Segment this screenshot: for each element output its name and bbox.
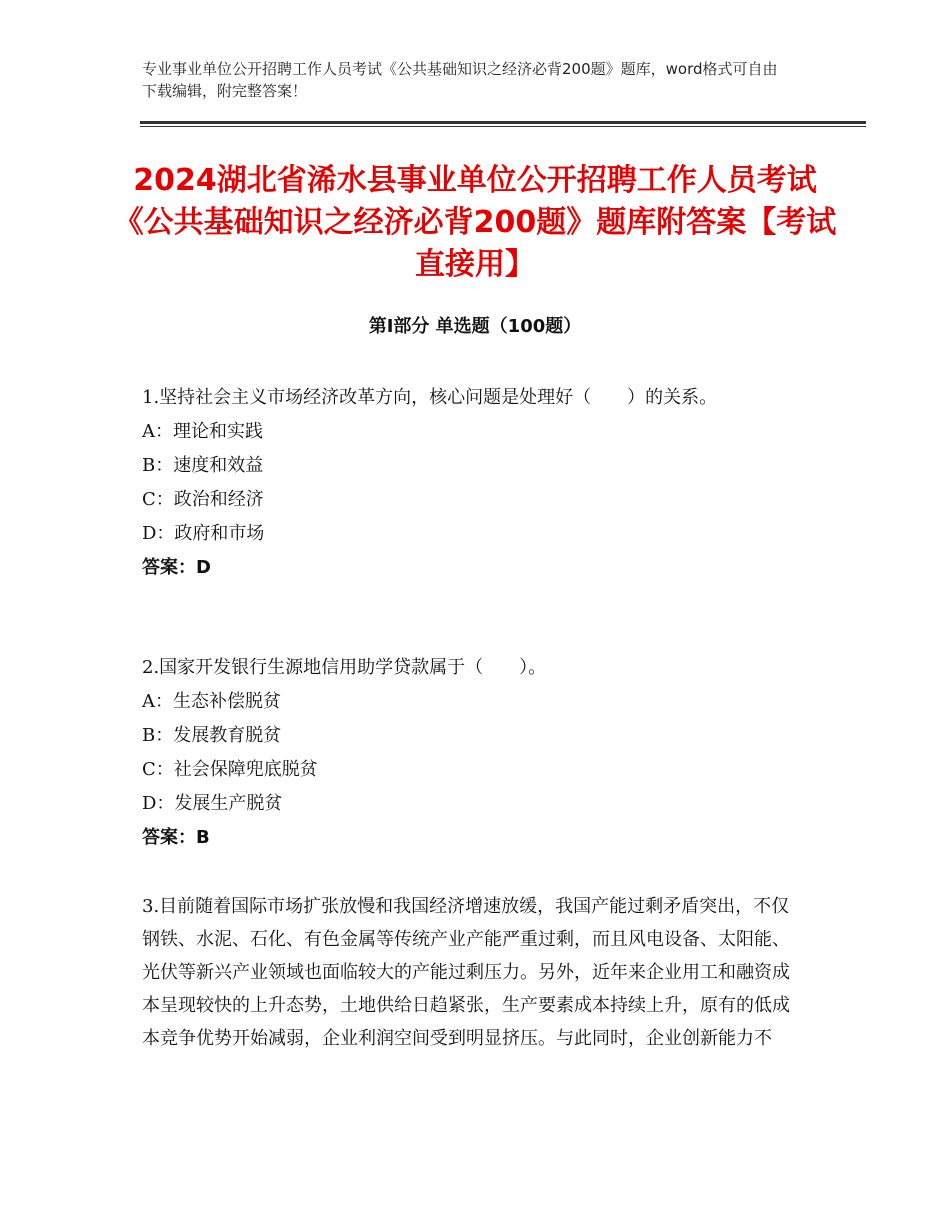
question-1	[142, 381, 802, 585]
option-a: A：理论和实践	[142, 421, 263, 442]
option-d: D：政府和市场	[142, 523, 265, 544]
question-3	[142, 890, 802, 1055]
document-title: 2024湖北省浠水县事业单位公开招聘工作人员考试《公共基础知识之经济必背200题》题库附答案【考试直接用】	[113, 163, 837, 282]
question-stem: 3.目前随着国际市场扩张放慢和我国经济增速放缓，我国产能过剩矛盾突出，不仅钢铁、水泥、石化、有色金属等传统产业产能严重过剩，而且风电设备、太阳能、光伏等新兴产业领域也面临较大的产能过剩压力。另外，近年来企业用工和融资成本呈现较快的上升态势，土地供给日趋紧张，生产要素成本持续上升，原有的低成本竞争优势开始减弱，企业利润空间受到明显挤压。与此同时，企业创新能力不	[142, 896, 790, 1049]
question-stem: 1.坚持社会主义市场经济改革方向，核心问题是处理好（ ）的关系。	[142, 387, 718, 408]
question-stem: 2.国家开发银行生源地信用助学贷款属于（ ）。	[142, 657, 547, 678]
header-note: 专业事业单位公开招聘工作人员考试《公共基础知识之经济必背200题》题库，word格式可自由下载编辑，附完整答案！	[142, 60, 778, 100]
option-c: C：政治和经济	[142, 489, 264, 510]
header-rule-thin	[140, 126, 866, 127]
header-rule-thick	[140, 121, 866, 124]
option-b: B：速度和效益	[142, 455, 264, 476]
option-c: C：社会保障兜底脱贫	[142, 759, 318, 780]
question-2	[142, 651, 802, 855]
answer: 答案：D	[142, 557, 211, 578]
option-a: A：生态补偿脱贫	[142, 691, 281, 712]
section-title: 第I部分 单选题（100题）	[368, 316, 582, 337]
answer: 答案：B	[142, 827, 210, 848]
option-b: B：发展教育脱贫	[142, 725, 282, 746]
option-d: D：发展生产脱贫	[142, 793, 283, 814]
